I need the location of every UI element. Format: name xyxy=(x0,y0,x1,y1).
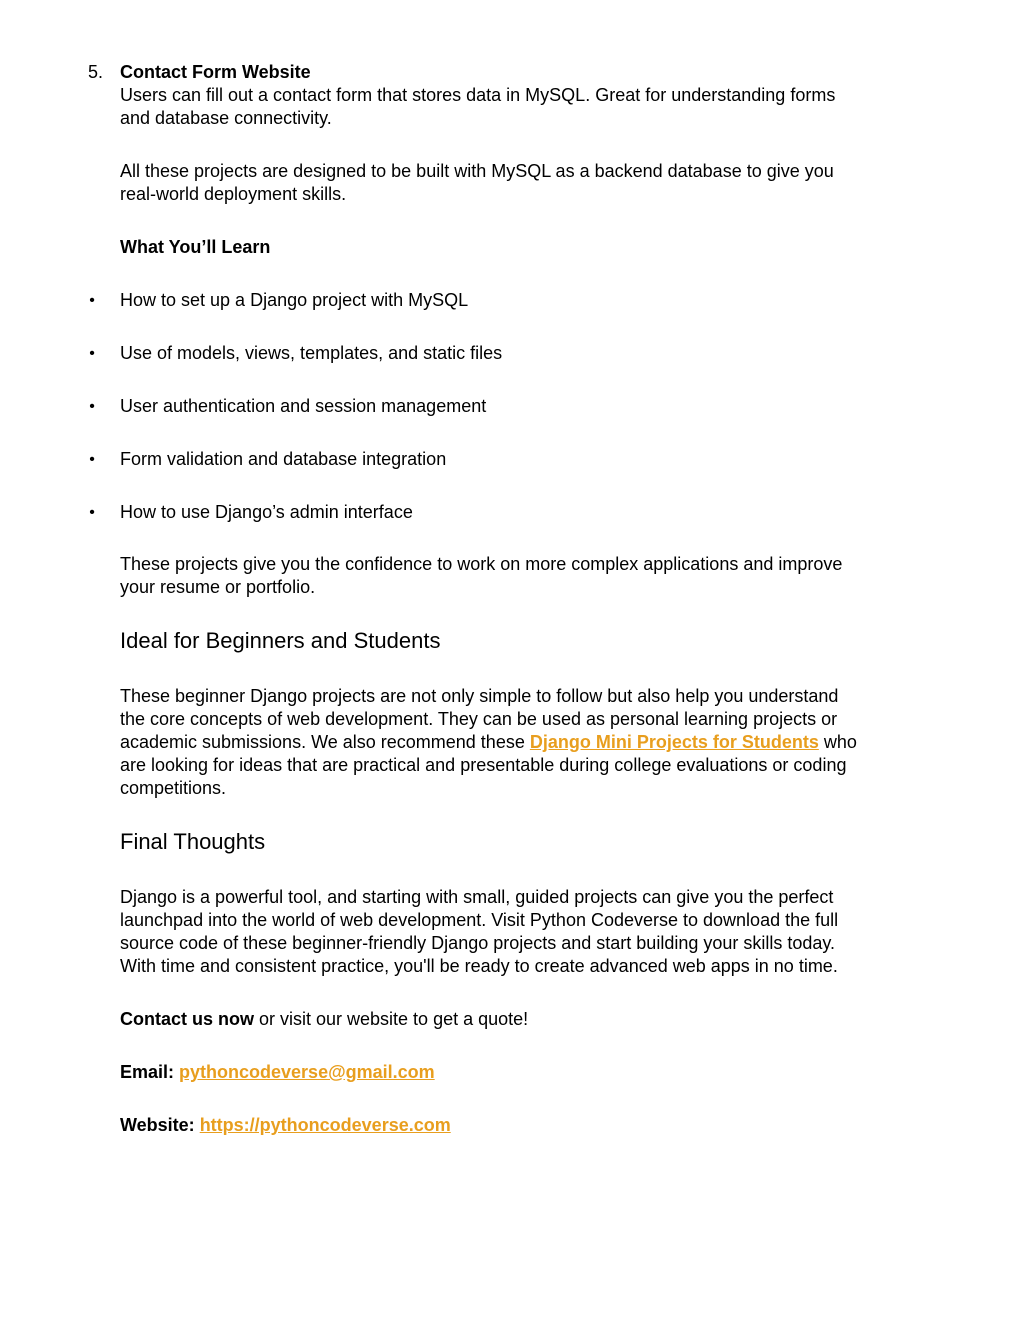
final-heading: Final Thoughts xyxy=(120,829,266,854)
ideal-line: are looking for ideas that are practical and presentable during college evaluations or coding xyxy=(120,755,847,775)
intro-line: All these projects are designed to be built with MySQL as a backend database to give you xyxy=(120,161,834,181)
list-number: 5. xyxy=(88,62,104,82)
ideal-line: competitions. xyxy=(120,778,227,798)
learn-outro-line: your resume or portfolio. xyxy=(120,577,316,597)
contact-cta-strong: Contact us now xyxy=(120,1009,254,1029)
contact-cta xyxy=(120,1008,910,1031)
learn-heading: What You’ll Learn xyxy=(120,237,271,257)
list-item-text: Use of models, views, templates, and static files xyxy=(120,343,503,363)
bullet-icon: • xyxy=(89,292,95,309)
list-item-text: How to use Django’s admin interface xyxy=(120,502,413,522)
ideal-line: the core concepts of web development. They can be used as personal learning projects or xyxy=(120,709,838,729)
bullet-icon: • xyxy=(89,504,95,521)
ideal-line: These beginner Django projects are not only simple to follow but also help you understand xyxy=(120,686,839,706)
contact-cta-rest: or visit our website to get a quote! xyxy=(254,1009,529,1029)
final-line: source code of these beginner-friendly Django projects and start building your skills today. xyxy=(120,933,836,953)
bullet-icon: • xyxy=(89,451,95,468)
learn-outro-line: These projects give you the confidence to work on more complex applications and improve xyxy=(120,554,843,574)
bullet-icon: • xyxy=(89,398,95,415)
ideal-line-text: who xyxy=(818,732,857,752)
email-label: Email: xyxy=(120,1062,180,1082)
website-label: Website: xyxy=(120,1115,200,1135)
project-title: Contact Form Website xyxy=(120,62,311,82)
bullet-icon: • xyxy=(89,345,95,362)
website-line xyxy=(120,1114,910,1137)
email-link[interactable]: pythoncodeverse@gmail.com xyxy=(179,1062,435,1082)
ideal-line-text: academic submissions. We also recommend these xyxy=(120,732,530,752)
mini-projects-link[interactable]: Django Mini Projects for Students xyxy=(529,732,819,752)
project-desc-line: and database connectivity. xyxy=(120,108,332,128)
list-item-text: Form validation and database integration xyxy=(120,449,447,469)
final-line: Django is a powerful tool, and starting with small, guided projects can give you the perfect xyxy=(120,887,834,907)
email-line xyxy=(120,1061,910,1084)
ideal-heading: Ideal for Beginners and Students xyxy=(120,628,441,653)
intro-line: real-world deployment skills. xyxy=(120,184,347,204)
list-item-text: User authentication and session management xyxy=(120,396,487,416)
project-desc-line: Users can fill out a contact form that stores data in MySQL. Great for understanding forms xyxy=(120,85,836,105)
website-link[interactable]: https://pythoncodeverse.com xyxy=(199,1115,451,1135)
final-line: launchpad into the world of web development. Visit Python Codeverse to download the full xyxy=(120,910,839,930)
list-item-text: How to set up a Django project with MySQL xyxy=(120,290,469,310)
final-line: With time and consistent practice, you'll be ready to create advanced web apps in no time. xyxy=(120,956,838,976)
ideal-line xyxy=(120,731,910,754)
